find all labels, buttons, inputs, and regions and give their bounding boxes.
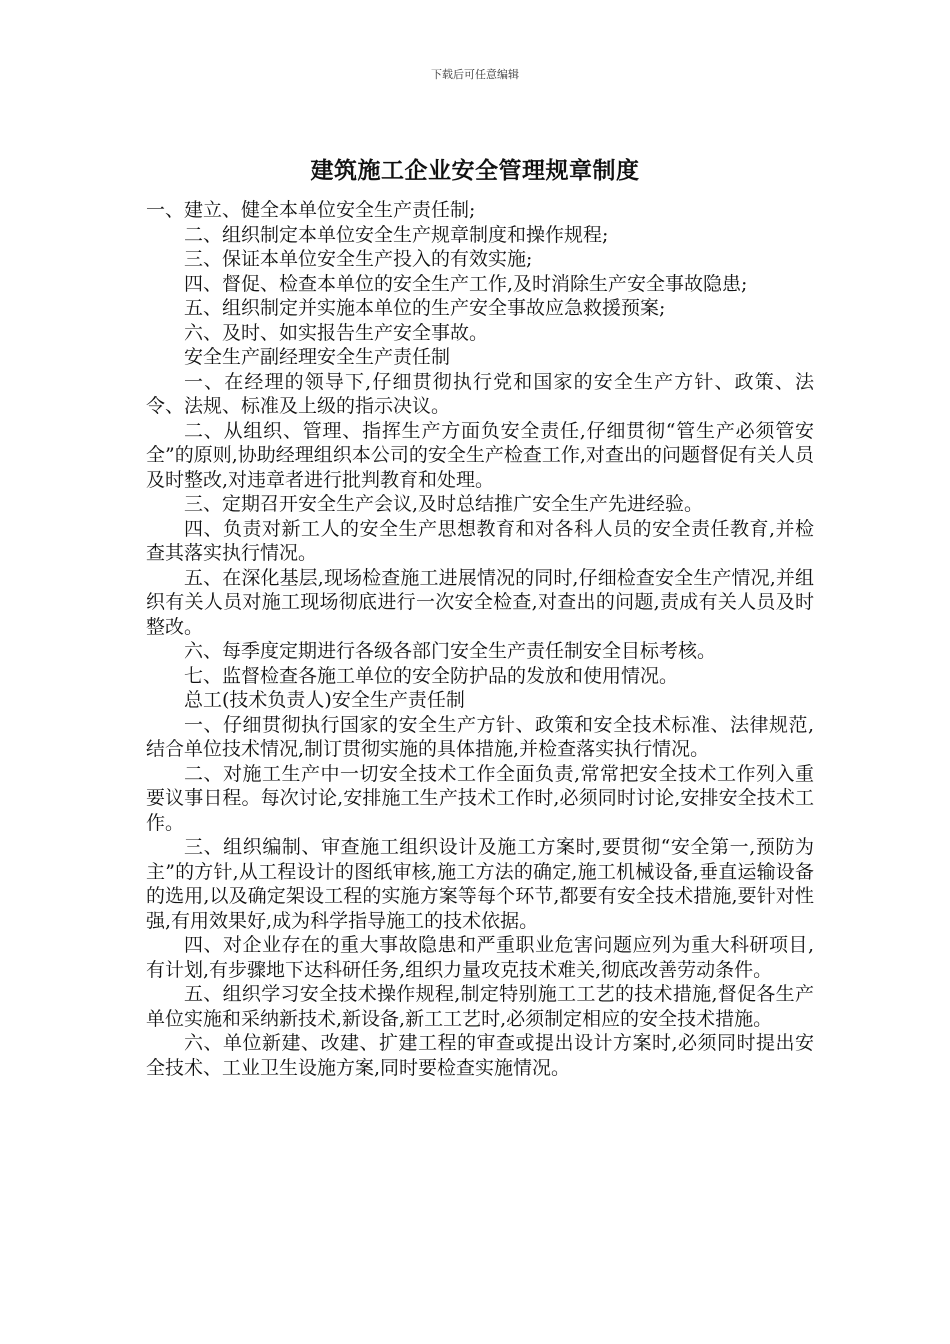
paragraph: 六、每季度定期进行各级各部门安全生产责任制安全目标考核。 — [184, 640, 717, 662]
paragraph: 四、督促、检查本单位的安全生产工作,及时消除生产安全事故隐患; — [184, 272, 748, 295]
paragraph: 二、组织制定本单位安全生产规章制度和操作规程; — [184, 223, 609, 246]
paragraph: 三、定期召开安全生产会议,及时总结推广安全生产先进经验。 — [184, 493, 704, 515]
document-body — [146, 198, 814, 1080]
paragraph: 三、保证本单位安全生产投入的有效实施; — [184, 248, 533, 270]
paragraph: 七、监督检查各施工单位的安全防护品的发放和使用情况。 — [184, 664, 679, 687]
document-title: 建筑施工企业安全管理规章制度 — [310, 157, 640, 184]
paragraph: 五、在深化基层,现场检查施工进展情况的同时,仔细检查安全生产情况,并组织有关人员对施工现场彻底进行一次安全检查,对查出的问题,责成有关人员及时整改。 — [146, 566, 814, 638]
paragraph: 二、从组织、管理、指挥生产方面负安全责任,仔细贯彻“管生产必须管安全”的原则,协助经理组织本公司的安全生产检查工作,对查出的问题督促有关人员及时整改,对违章者进行批判教育和处理。 — [146, 419, 814, 491]
paragraph: 五、组织制定并实施本单位的生产安全事故应急救援预案; — [184, 297, 666, 319]
paragraph: 五、组织学习安全技术操作规程,制定特别施工工艺的技术措施,督促各生产单位实施和采纳新技术,新设备,新工工艺时,必须制定相应的安全技术措施。 — [146, 983, 814, 1030]
section-heading: 安全生产副经理安全生产责任制 — [184, 346, 451, 368]
paragraph: 一、在经理的领导下,仔细贯彻执行党和国家的安全生产方针、政策、法令、法规、标准及上级的指示决议。 — [146, 370, 814, 417]
section-heading: 总工(技术负责人)安全生产责任制 — [184, 689, 465, 711]
header-note: 下载后可任意编辑 — [431, 68, 519, 81]
paragraph: 一、仔细贯彻执行国家的安全生产方针、政策和安全技术标准、法律规范,结合单位技术情况,制订贯彻实施的具体措施,并检查落实执行情况。 — [146, 713, 814, 760]
paragraph: 六、及时、如实报告生产安全事故。 — [184, 321, 489, 344]
paragraph: 三、组织编制、审查施工组织设计及施工方案时,要贯彻“安全第一,预防为主”的方针,从工程设计的图纸审核,施工方法的确定,施工机械设备,垂直运输设备的选用,以及确定架设工程的实施方案等每个环节,都要有安全技术措施,要针对性强,有用效果好,成为科学指导施工的技术依据。 — [146, 836, 814, 932]
paragraph: 六、单位新建、改建、扩建工程的审查或提出设计方案时,必须同时提出安全技术、工业卫生设施方案,同时要检查实施情况。 — [146, 1032, 814, 1079]
paragraph: 四、负责对新工人的安全生产思想教育和对各科人员的安全责任教育,并检查其落实执行情况。 — [146, 517, 814, 564]
paragraph: 一、建立、健全本单位安全生产责任制; — [146, 199, 476, 221]
paragraph: 四、对企业存在的重大事故隐患和严重职业危害问题应列为重大科研项目,有计划,有步骤地下达科研任务,组织力量攻克技术难关,彻底改善劳动条件。 — [146, 934, 814, 981]
paragraph: 二、对施工生产中一切安全技术工作全面负责,常常把安全技术工作列入重要议事日程。每次讨论,安排施工生产技术工作时,必须同时讨论,安排安全技术工作。 — [146, 762, 814, 834]
